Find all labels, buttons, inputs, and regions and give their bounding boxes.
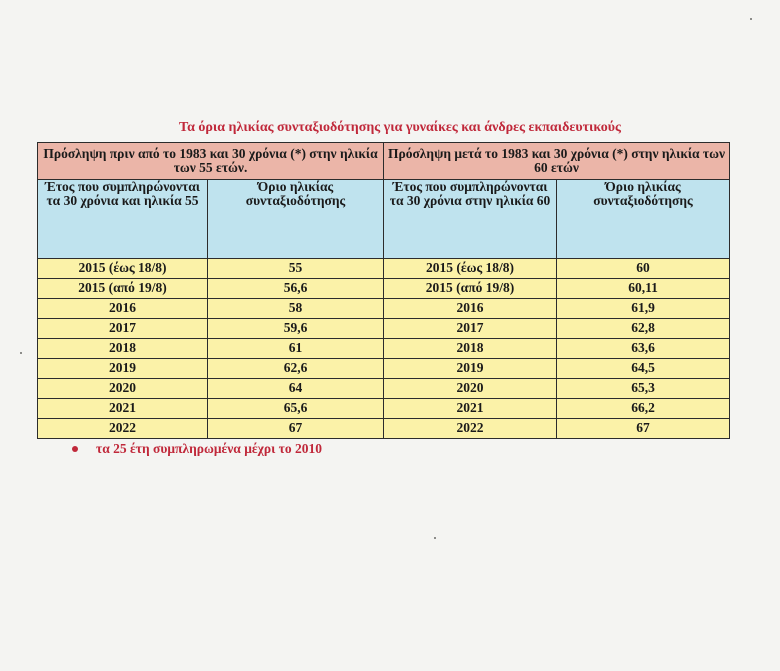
year-cell-left: 2022	[38, 419, 208, 439]
year-cell-right: 2015 (έως 18/8)	[384, 259, 557, 279]
document-title: Τα όρια ηλικίας συνταξιοδότησης για γυναίκες και άνδρες εκπαιδευτικούς	[179, 120, 621, 135]
year-cell-right: 2021	[384, 399, 557, 419]
year-cell-right: 2016	[384, 299, 557, 319]
year-cell-left: 2018	[38, 339, 208, 359]
scan-speck	[750, 18, 752, 20]
limit-cell-left: 62,6	[208, 359, 384, 379]
limit-cell-right: 66,2	[557, 399, 730, 419]
year-cell-right: 2022	[384, 419, 557, 439]
group-heading-after-1983: Πρόσληψη μετά το 1983 και 30 χρόνια (*) στην ηλικία των 60 ετών	[384, 143, 730, 180]
group-heading-before-1983: Πρόσληψη πριν από το 1983 και 30 χρόνια (*) στην ηλικία των 55 ετών.	[38, 143, 384, 180]
table-row	[38, 319, 730, 339]
limit-cell-left: 56,6	[208, 279, 384, 299]
limit-cell-right: 63,6	[557, 339, 730, 359]
table-row	[38, 339, 730, 359]
year-cell-right: 2015 (από 19/8)	[384, 279, 557, 299]
column-header-limit-left: Όριο ηλικίας συνταξιοδότησης	[208, 180, 384, 259]
year-cell-left: 2017	[38, 319, 208, 339]
limit-cell-right: 65,3	[557, 379, 730, 399]
year-cell-left: 2021	[38, 399, 208, 419]
footnote	[72, 441, 322, 457]
year-cell-right: 2019	[384, 359, 557, 379]
limit-cell-right: 64,5	[557, 359, 730, 379]
limit-cell-left: 59,6	[208, 319, 384, 339]
limit-cell-right: 61,9	[557, 299, 730, 319]
column-header-year-right: Έτος που συμπληρώνονται τα 30 χρόνια στην ηλικία 60	[384, 180, 557, 259]
year-cell-right: 2020	[384, 379, 557, 399]
year-cell-right: 2018	[384, 339, 557, 359]
table-row	[38, 419, 730, 439]
footnote-text: τα 25 έτη συμπληρωμένα μέχρι το 2010	[96, 441, 322, 456]
column-header-year-left: Έτος που συμπληρώνονται τα 30 χρόνια και ηλικία 55	[38, 180, 208, 259]
year-cell-right: 2017	[384, 319, 557, 339]
limit-cell-left: 65,6	[208, 399, 384, 419]
column-header-limit-right: Όριο ηλικίας συνταξιοδότησης	[557, 180, 730, 259]
scan-speck	[20, 352, 22, 354]
group-header-row	[38, 143, 730, 180]
bullet-icon	[72, 446, 78, 452]
limit-cell-left: 58	[208, 299, 384, 319]
limit-cell-left: 64	[208, 379, 384, 399]
table-row	[38, 399, 730, 419]
pension-age-table	[37, 142, 730, 439]
table-row	[38, 379, 730, 399]
year-cell-left: 2015 (από 19/8)	[38, 279, 208, 299]
limit-cell-right: 67	[557, 419, 730, 439]
column-header-row	[38, 180, 730, 259]
year-cell-left: 2015 (έως 18/8)	[38, 259, 208, 279]
table-row	[38, 259, 730, 279]
table-row	[38, 359, 730, 379]
year-cell-left: 2016	[38, 299, 208, 319]
limit-cell-right: 60,11	[557, 279, 730, 299]
limit-cell-left: 67	[208, 419, 384, 439]
limit-cell-left: 61	[208, 339, 384, 359]
table-row	[38, 299, 730, 319]
year-cell-left: 2020	[38, 379, 208, 399]
limit-cell-right: 60	[557, 259, 730, 279]
limit-cell-left: 55	[208, 259, 384, 279]
year-cell-left: 2019	[38, 359, 208, 379]
limit-cell-right: 62,8	[557, 319, 730, 339]
table-row	[38, 279, 730, 299]
scan-speck	[434, 537, 436, 539]
